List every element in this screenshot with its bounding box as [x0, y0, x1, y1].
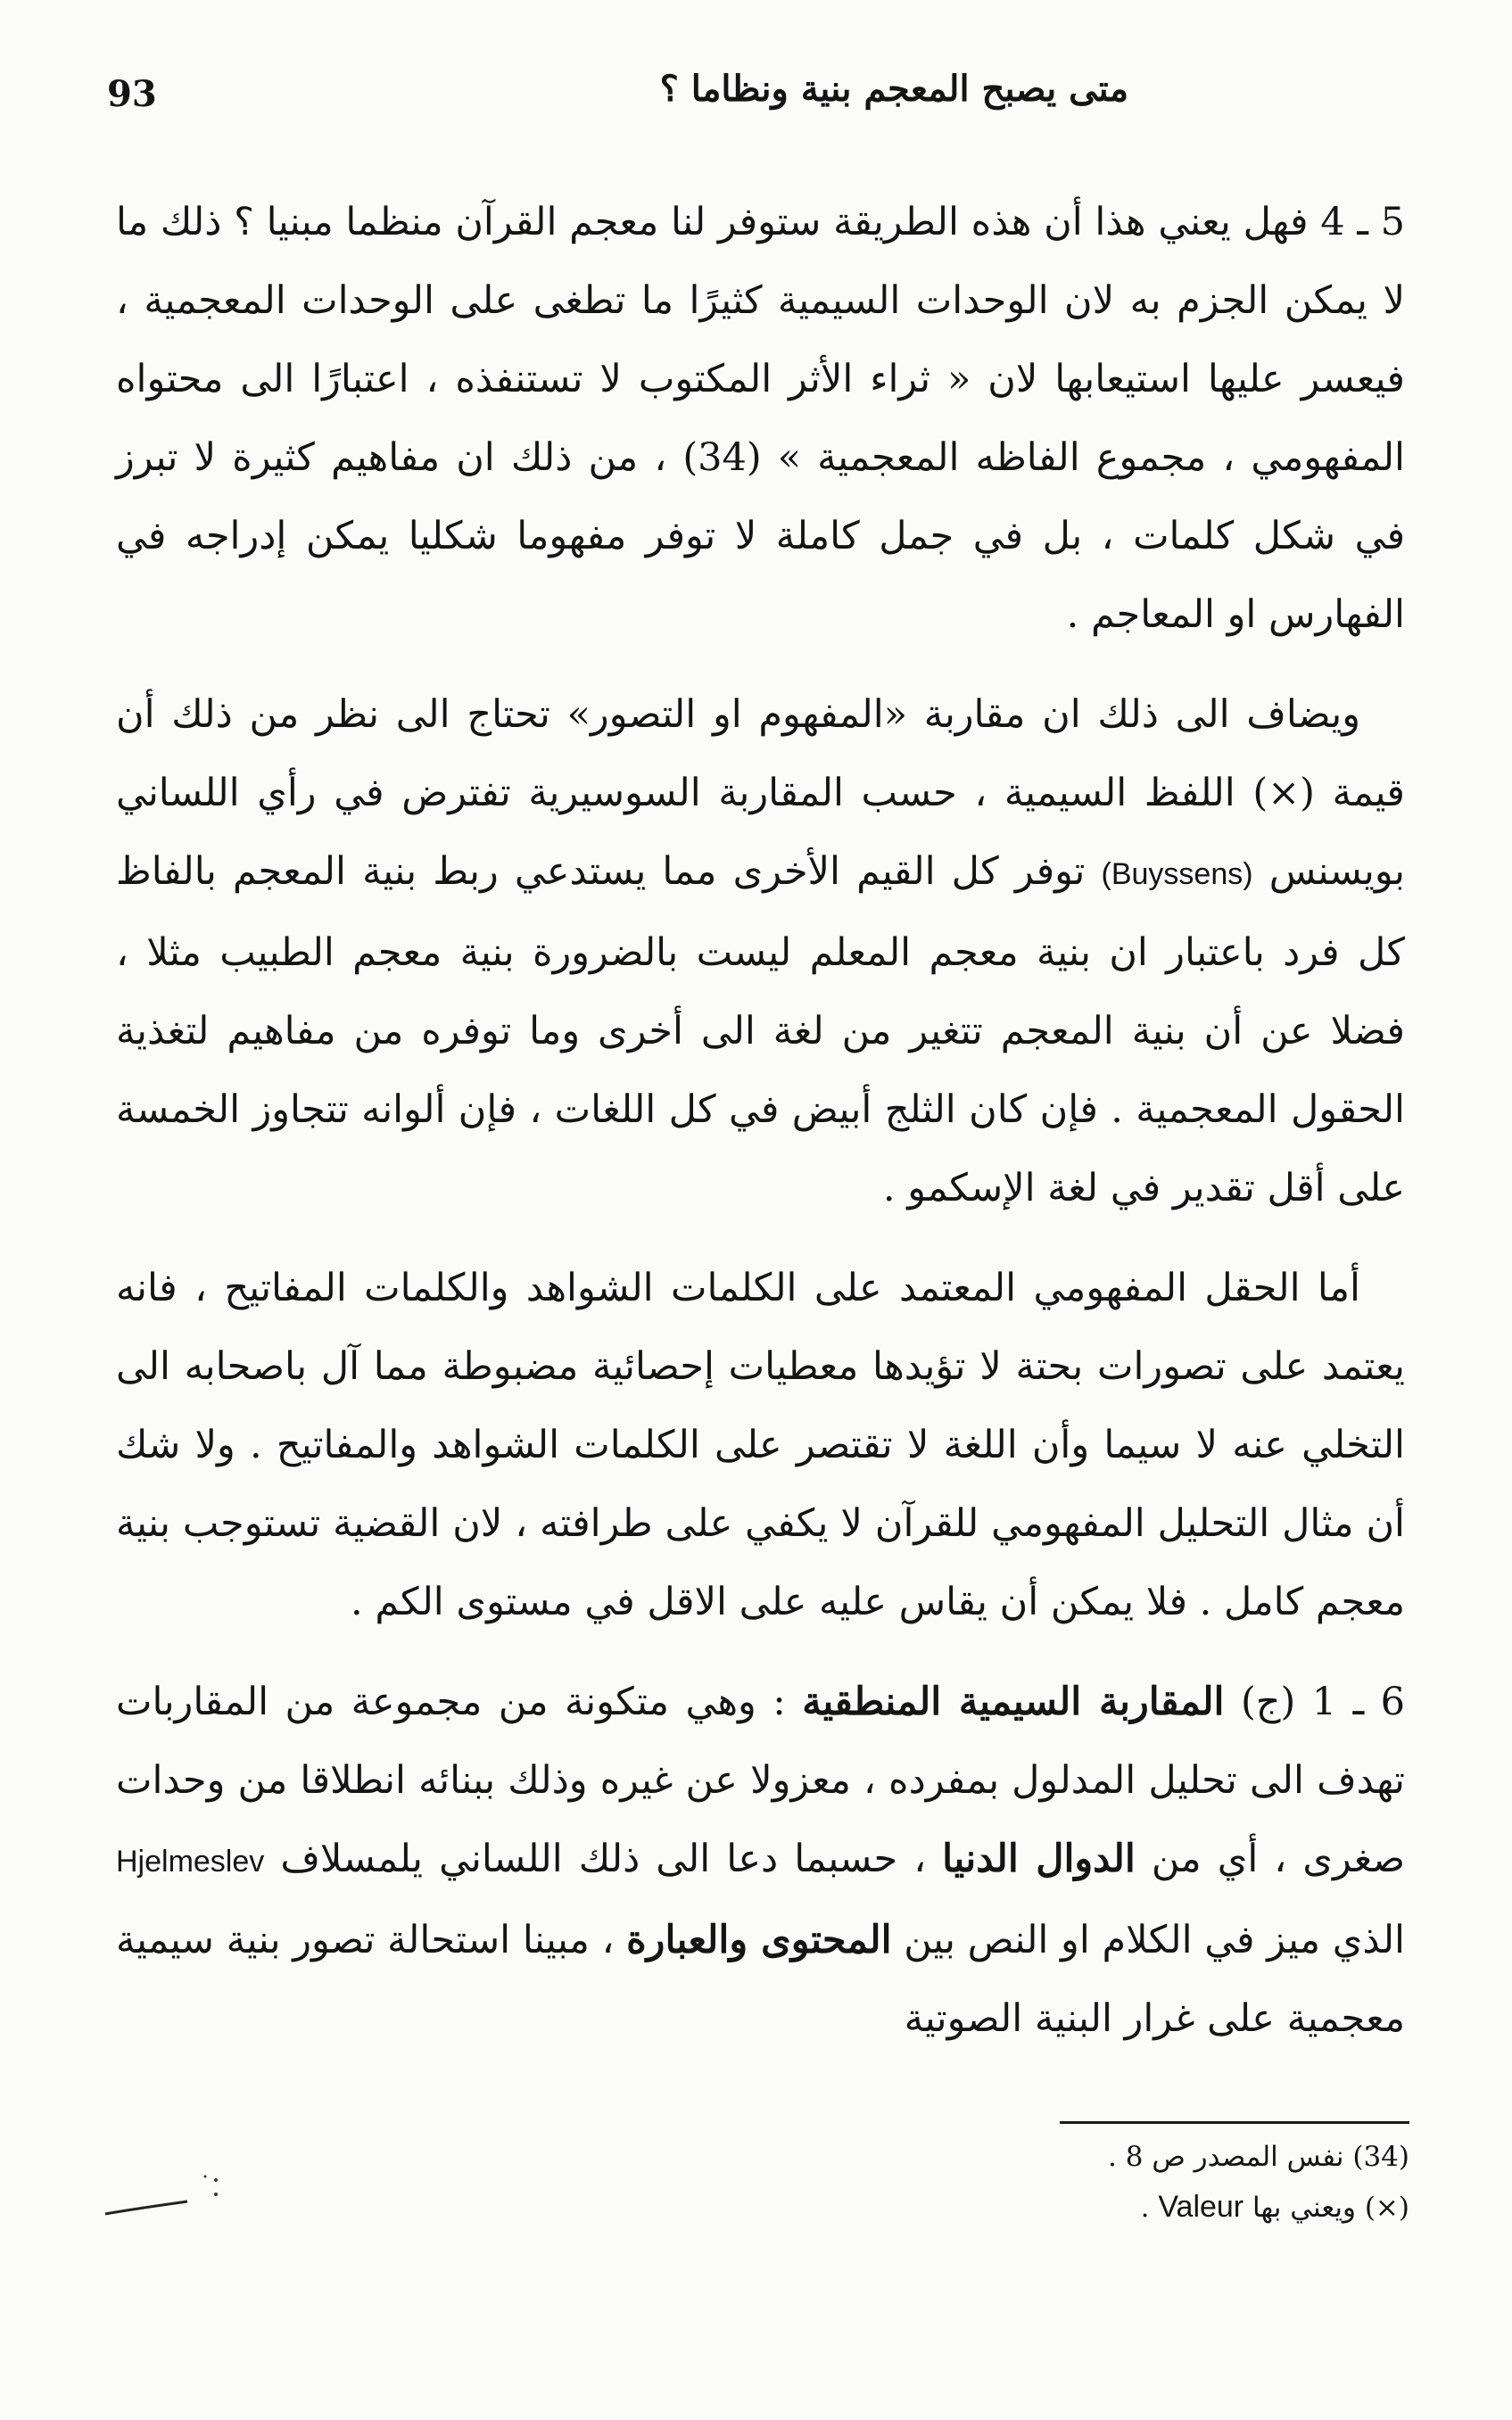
footnote-end: . — [1140, 2192, 1150, 2224]
paragraph-text: ، مبينا استحالة تصور بنية سيمية معجمية على غرار البنية الصوتية — [116, 1918, 1405, 2041]
body-text — [116, 183, 1405, 2079]
footnote-text: نفس المصدر ص 8 . — [1108, 2141, 1344, 2173]
paragraph-text: توفر كل القيم الأخرى مما يستدعي ربط بنية المعجم بالفاظ كل فرد باعتبار ان بنية معجم المعلم ليست بالضرورة بنية معجم الطبيب مثلا ، فضلا عن أن بنية المعجم تتغير من لغة الى أخرى وما توفره من مفاهيم لتغذية الحقول المعجمية . فإن كان الثلج أبيض في كل اللغات ، فإن ألوانه تتجاوز الخمسة على أقل تقدير في لغة الإسكمو . — [116, 849, 1405, 1210]
footnote-latin-term: Valeur — [1158, 2190, 1244, 2224]
paragraph-text: 5 ـ 4 فهل يعني هذا أن هذه الطريقة ستوفر لنا معجم القرآن منظما مبنيا ؟ ذلك ما لا يمكن الجزم به لان الوحدات السيمية كثيرًا ما تطغى على الوحدات المعجمية ، فيعسر عليها استيعابها لان « ثراء الأثر المكتوب لا تستنفذه ، اعتبارًا الى محتواه المفهومي ، مجموع الفاظه المعجمية » (34) ، من ذلك ان مفاهيم كثيرة لا تبرز في شكل كلمات ، بل في جمل كاملة لا توفر مفهوما شكليا يمكن إدراجه في الفهارس او المعاجم . — [116, 200, 1405, 637]
paragraph-concept-approach — [116, 675, 1405, 1227]
footnote-text: ويعني بها — [1252, 2192, 1356, 2224]
footnote-marker: (×) — [1364, 2192, 1409, 2224]
footnote-divider — [1060, 2121, 1409, 2124]
paragraph-text: أما الحقل المفهومي المعتمد على الكلمات الشواهد والكلمات المفاتيح ، فانه يعتمد على تصورات بحتة لا تؤيدها معطيات إحصائية مضبوطة مما آل باصحابه الى التخلي عنه لا سيما وأن اللغة لا تقتصر على الكلمات الشواهد والمفاتيح . ولا شك أن مثال التحليل المفهومي للقرآن لا يكفي على طرافته ، لان القضية تستوجب بنية معجم كامل . فلا يمكن أن يقاس عليه على الاقل في مستوى الكم . — [116, 1266, 1405, 1624]
latin-term-hjelmeslev: Hjelmeslev — [116, 1845, 265, 1879]
section-term: المقاربة السيمية المنطقية — [802, 1680, 1225, 1724]
paragraph-text: : وهي متكونة من مجموعة من المقاربات تهدف الى تحليل المدلول بمفرده ، معزولا عن غيره وذلك ببنائه انطلاقا من وحدات صغرى ، أي من — [116, 1680, 1406, 1881]
running-title: متى يصبح المعجم بنية ونظاما ؟ — [659, 68, 1128, 110]
margin-pen-mark — [100, 2173, 225, 2226]
bold-term-minimal-signifiers: الدوال الدنيا — [942, 1837, 1136, 1881]
latin-term-buyssens: (Buyssens) — [1101, 857, 1253, 891]
section-number: 6 ـ 1 (ج) — [1240, 1680, 1405, 1724]
footnotes — [785, 2132, 1409, 2233]
bold-term-content-expression: المحتوى والعبارة — [626, 1918, 892, 1962]
paragraph-text: ، حسبما دعا الى ذلك اللساني يلمسلاف — [280, 1837, 927, 1881]
paragraph-5-4 — [116, 183, 1405, 654]
paragraph-conceptual-field — [116, 1249, 1405, 1641]
footnote-34 — [785, 2132, 1409, 2182]
paragraph-6-1 — [116, 1663, 1405, 2058]
page-number: 93 — [107, 73, 157, 115]
footnote-marker: (34) — [1352, 2141, 1409, 2173]
paragraph-text: الذي ميز في الكلام او النص بين — [904, 1918, 1405, 1962]
paragraph-text: ويضاف الى ذلك ان مقاربة «المفهوم او التصور» تحتاج الى نظر من ذلك أن قيمة (×) اللفظ السيمية ، حسب المقاربة السوسيرية تفترض في رأي اللساني بويسنس — [116, 692, 1406, 894]
footnote-x — [785, 2182, 1409, 2233]
page-header — [107, 68, 1396, 130]
